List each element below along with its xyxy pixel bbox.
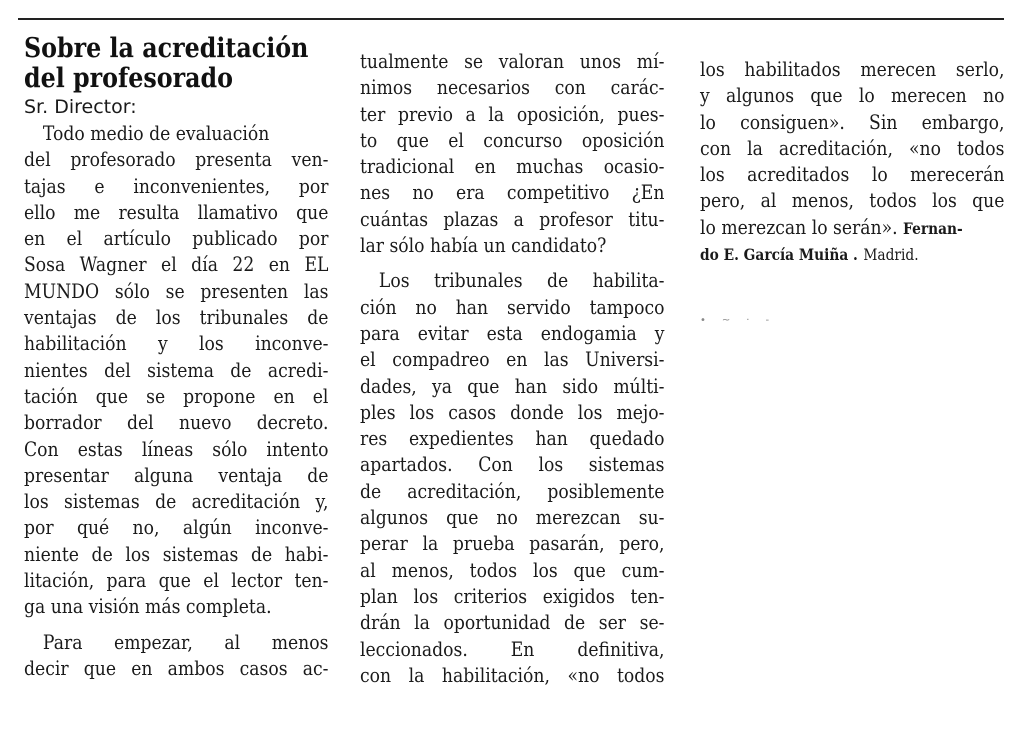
body-line: tualmente se valoran unos mí- xyxy=(360,49,665,73)
body-line: Los tribunales de habilita- xyxy=(378,268,665,293)
body-line: tradicional en muchas ocasio- xyxy=(360,154,665,179)
body-line: perar la prueba pasarán, pero, xyxy=(360,531,665,556)
body-line: nientes del sistema de acredi- xyxy=(24,357,329,382)
body-line: plan los criterios exigidos ten- xyxy=(360,583,665,608)
body-line: ción no han servido tampoco xyxy=(360,294,665,319)
signature-name-start: Fernan- xyxy=(903,218,963,238)
body-line: litación, para que el lector ten- xyxy=(24,568,329,593)
body-line: los sistemas de acreditación y, xyxy=(24,489,329,514)
signature-line-2 xyxy=(700,240,1004,266)
signature-name-end: do E. García Muiña . xyxy=(700,245,858,265)
body-line: res expedientes han quedado xyxy=(360,426,665,451)
body-line: dades, ya que han sido múlti- xyxy=(360,373,665,398)
body-line: to que el concurso oposición xyxy=(360,127,665,152)
body-text: lo merezcan lo serán». xyxy=(700,214,898,239)
body-line: los habilitados merecen serlo, xyxy=(700,57,1005,81)
body-line: tajas e inconvenientes, por xyxy=(24,173,329,198)
body-line: cuántas plazas a profesor titu- xyxy=(360,206,665,231)
body-line: apartados. Con los sistemas xyxy=(360,452,665,477)
body-line: por qué no, algún inconve- xyxy=(24,515,329,540)
body-line: ga una visión más completa. xyxy=(24,594,272,619)
column-3 xyxy=(700,56,1005,266)
headline-line-1: Sobre la acreditación xyxy=(24,33,309,64)
body-line: ello me resulta llamativo que xyxy=(24,199,329,224)
body-line: el compadreo en las Universi- xyxy=(360,347,665,372)
body-line: leccionados. En definitiva, xyxy=(360,636,665,661)
headline xyxy=(24,34,323,94)
body-line: ter previo a la oposición, pues- xyxy=(360,101,665,126)
body-line: Sosa Wagner el día 22 en EL xyxy=(24,252,329,277)
body-line: niente de los sistemas de habi- xyxy=(24,541,329,566)
body-line: borrador del nuevo decreto. xyxy=(24,410,329,435)
column-1 xyxy=(24,34,329,681)
body-line: en el artículo publicado por xyxy=(24,226,329,251)
body-line: Todo medio de evaluación xyxy=(42,121,270,145)
body-line: nes no era competitivo ¿En xyxy=(360,180,665,205)
body-line: decir que en ambos casos ac- xyxy=(24,655,329,680)
signature-city: Madrid. xyxy=(863,245,919,265)
body-line: presentar alguna ventaja de xyxy=(24,462,329,487)
body-line: ples los casos donde los mejo- xyxy=(360,399,665,424)
body-line: los acreditados lo merecerán xyxy=(700,162,1005,187)
body-line: de acreditación, posiblemente xyxy=(360,478,665,503)
signature-line-1 xyxy=(700,214,1004,240)
salutation: Sr. Director: xyxy=(24,96,137,118)
body-line: MUNDO sólo se presenten las xyxy=(24,278,329,303)
body-line: habilitación y los inconve- xyxy=(24,331,329,356)
body-line: nimos necesarios con carác- xyxy=(360,75,665,100)
top-rule xyxy=(18,18,1004,20)
scan-speck-marks: •~·- xyxy=(700,315,786,326)
body-line: lo consiguen». Sin embargo, xyxy=(700,109,1005,134)
body-line: con la acreditación, «no todos xyxy=(700,135,1005,160)
body-line: del profesorado presenta ven- xyxy=(24,147,329,172)
body-line: para evitar esta endogamia y xyxy=(360,320,665,345)
column-2 xyxy=(360,48,665,688)
body-line: y algunos que lo merecen no xyxy=(700,83,1005,108)
body-line: pero, al menos, todos los que xyxy=(700,188,1005,213)
body-line: al menos, todos los que cum- xyxy=(360,557,665,582)
body-line: Con estas líneas sólo intento xyxy=(24,436,329,461)
body-line: tación que se propone en el xyxy=(24,383,329,408)
body-line: con la habilitación, «no todos xyxy=(360,662,665,687)
headline-line-2: del profesorado xyxy=(24,63,233,94)
body-line: drán la oportunidad de ser se- xyxy=(360,610,665,635)
body-line: algunos que no merezcan su- xyxy=(360,505,665,530)
body-line: lar sólo había un candidato? xyxy=(360,233,607,258)
body-line: ventajas de los tribunales de xyxy=(24,305,329,330)
body-line: Para empezar, al menos xyxy=(42,629,329,654)
